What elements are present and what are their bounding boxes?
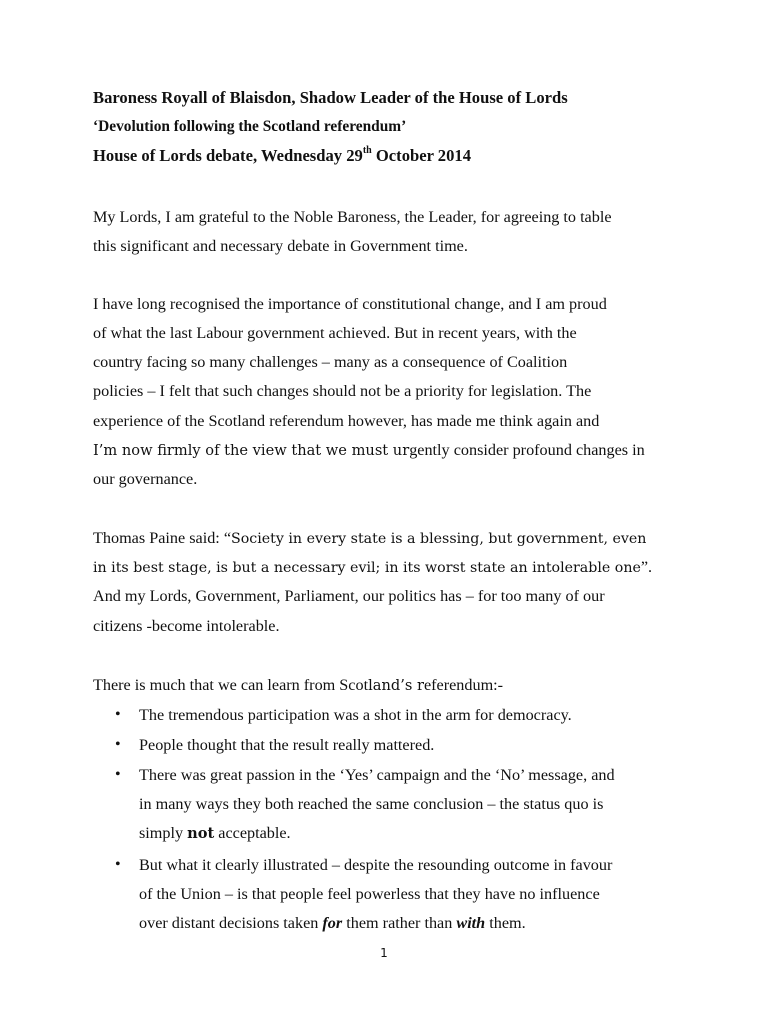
emphasis-text: for (322, 914, 343, 932)
paragraph-3-line-4: citizens -become intolerable. (93, 617, 280, 635)
bullet-4-line-2: of the Union – is that people feel powerless that they have no influence (139, 885, 600, 903)
paragraph-2-line-1: I have long recognised the importance of constitutional change, and I am proud (93, 295, 607, 313)
heading-title: ‘Devolution following the Scotland referendum’ (93, 118, 407, 135)
paragraph-3-line-1: Thomas Paine said: “Society in every state is a blessing, but government, even (93, 529, 647, 547)
bullet-icon: • (115, 706, 121, 723)
paragraph-1-line-2: this significant and necessary debate in Government time. (93, 237, 468, 255)
heading-speaker: Baroness Royall of Blaisdon, Shadow Leader of the House of Lords (93, 88, 568, 107)
bullet-1: The tremendous participation was a shot in the arm for democracy. (139, 706, 572, 724)
bullet-2: People thought that the result really mattered. (139, 736, 435, 754)
bullet-3-line-1: There was great passion in the ‘Yes’ campaign and the ‘No’ message, and (139, 766, 615, 784)
paragraph-2-line-7: our governance. (93, 470, 198, 488)
paragraph-4-intro: There is much that we can learn from Scotland’s referendum:- (93, 676, 504, 694)
paragraph-2-line-3: country facing so many challenges – many as a consequence of Coalition (93, 353, 568, 371)
bullet-3-line-2: in many ways they both reached the same conclusion – the status quo is (139, 795, 604, 813)
heading-debate-date: House of Lords debate, Wednesday 29th October 2014 (93, 145, 471, 165)
emphasis-text: with (456, 914, 486, 932)
paragraph-2-line-5: experience of the Scotland referendum however, has made me think again and (93, 412, 600, 430)
paragraph-3-line-3: And my Lords, Government, Parliament, our politics has – for too many of our (93, 587, 605, 605)
bullet-4-line-1: But what it clearly illustrated – despite the resounding outcome in favour (139, 856, 613, 874)
bullet-4-line-3: over distant decisions taken for them rather than with them. (139, 914, 526, 932)
emphasis-text: land’s r (368, 677, 424, 694)
paragraph-2-line-2: of what the last Labour government achieved. But in recent years, with the (93, 324, 577, 342)
paragraph-2-line-4: policies – I felt that such changes should not be a priority for legislation. The (93, 382, 592, 400)
paragraph-2-line-6: I’m now firmly of the view that we must urgently consider profound changes in (93, 441, 645, 459)
bullet-icon: • (115, 766, 121, 783)
page-number: 1 (380, 946, 388, 960)
bullet-icon: • (115, 856, 121, 873)
paragraph-3-line-2: in its best stage, is but a necessary evil; in its worst state an intolerable one”. (93, 558, 653, 576)
quote-text: Society in every state is a blessing, but government, even (231, 531, 647, 547)
emphasis-text: not (187, 825, 215, 842)
bullet-icon: • (115, 736, 121, 753)
emphasis-text: I’m now firmly of the view that we must ur (93, 442, 410, 459)
quote-text: in its best stage, is but a necessary evil; in its worst state an intolerable one (93, 560, 641, 576)
paragraph-1-line-1: My Lords, I am grateful to the Noble Baroness, the Leader, for agreeing to table (93, 208, 612, 226)
bullet-3-line-3: simply not acceptable. (139, 824, 291, 842)
